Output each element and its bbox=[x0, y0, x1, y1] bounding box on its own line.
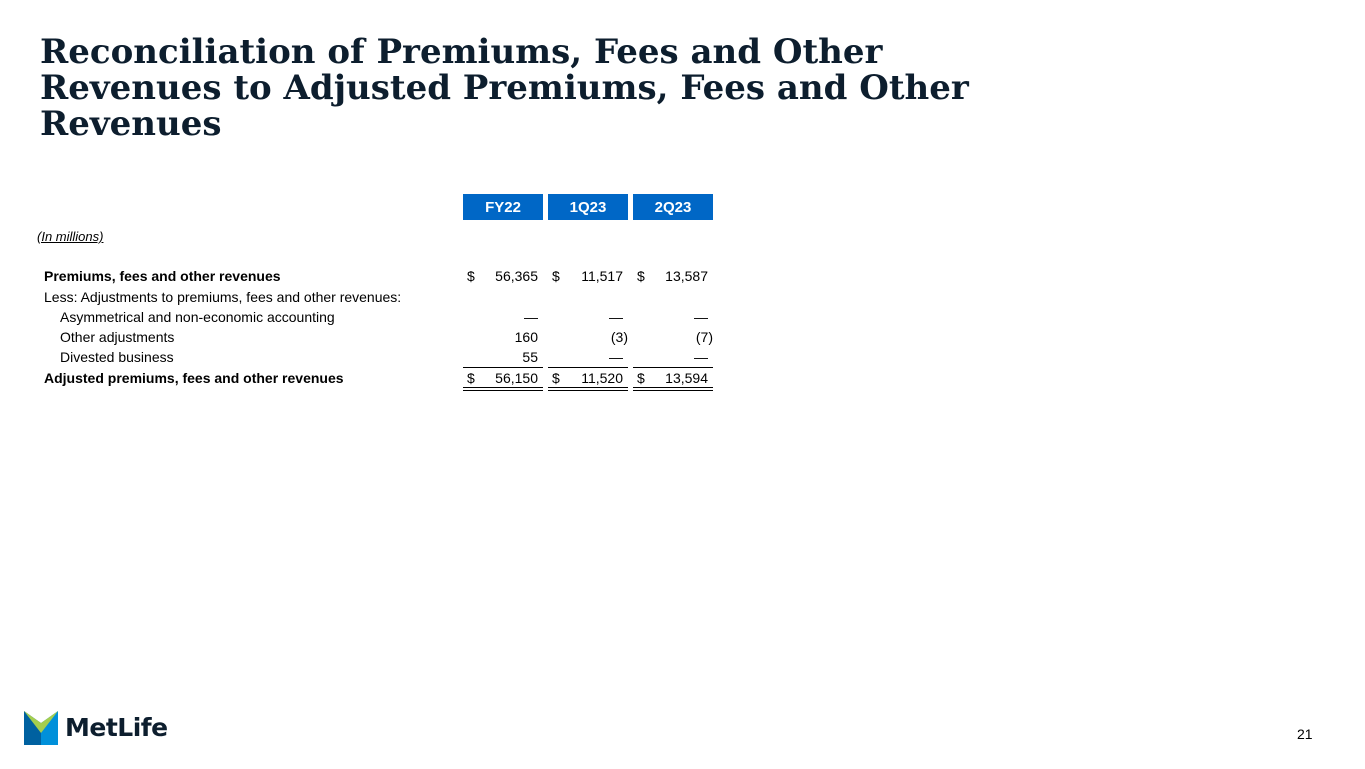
column-header-2q23: 2Q23 bbox=[633, 194, 713, 220]
total-double-rule bbox=[633, 387, 713, 391]
value-fy22: — bbox=[524, 309, 538, 325]
page-title: Reconciliation of Premiums, Fees and Other Revenues to Adjusted Premiums, Fees and Other Revenues bbox=[40, 32, 969, 144]
row-label: Premiums, fees and other revenues bbox=[44, 268, 281, 284]
value-fy22: 56,365 bbox=[495, 268, 538, 284]
row-label: Asymmetrical and non-economic accounting bbox=[60, 309, 335, 325]
column-header-fy22: FY22 bbox=[463, 194, 543, 220]
value-2q23: 13,587 bbox=[665, 268, 708, 284]
value-1q23: 11,520 bbox=[581, 370, 623, 386]
total-double-rule bbox=[463, 387, 543, 391]
value-2q23: 13,594 bbox=[665, 370, 708, 386]
table-row bbox=[0, 327, 1365, 347]
dollar-sign: $ bbox=[552, 370, 560, 386]
dollar-sign: $ bbox=[552, 268, 560, 284]
value-1q23: 11,517 bbox=[581, 268, 623, 284]
table-row bbox=[0, 287, 1365, 307]
table-row bbox=[0, 347, 1365, 367]
row-label: Other adjustments bbox=[60, 329, 175, 345]
units-note: (In millions) bbox=[37, 229, 104, 244]
column-header-1q23: 1Q23 bbox=[548, 194, 628, 220]
table-row bbox=[0, 368, 1365, 388]
value-1q23: (3) bbox=[610, 329, 628, 345]
value-2q23: (7) bbox=[695, 329, 713, 345]
value-2q23: — bbox=[694, 349, 708, 365]
value-1q23: — bbox=[609, 309, 623, 325]
page-number: 21 bbox=[1297, 726, 1313, 742]
logo-wordmark: MetLife bbox=[65, 713, 168, 742]
row-label: Divested business bbox=[60, 349, 174, 365]
value-1q23: — bbox=[609, 349, 623, 365]
value-fy22: 56,150 bbox=[495, 370, 538, 386]
metlife-mark-icon bbox=[24, 711, 58, 745]
dollar-sign: $ bbox=[637, 268, 645, 284]
metlife-logo bbox=[24, 711, 174, 747]
table-row bbox=[0, 266, 1365, 286]
dollar-sign: $ bbox=[467, 268, 475, 284]
value-fy22: 55 bbox=[522, 349, 538, 365]
value-fy22: 160 bbox=[514, 329, 538, 345]
row-label: Adjusted premiums, fees and other revenues bbox=[44, 370, 344, 386]
total-double-rule bbox=[548, 387, 628, 391]
table-row bbox=[0, 307, 1365, 327]
row-label: Less: Adjustments to premiums, fees and other revenues: bbox=[44, 289, 402, 305]
dollar-sign: $ bbox=[467, 370, 475, 386]
dollar-sign: $ bbox=[637, 370, 645, 386]
value-2q23: — bbox=[694, 309, 708, 325]
